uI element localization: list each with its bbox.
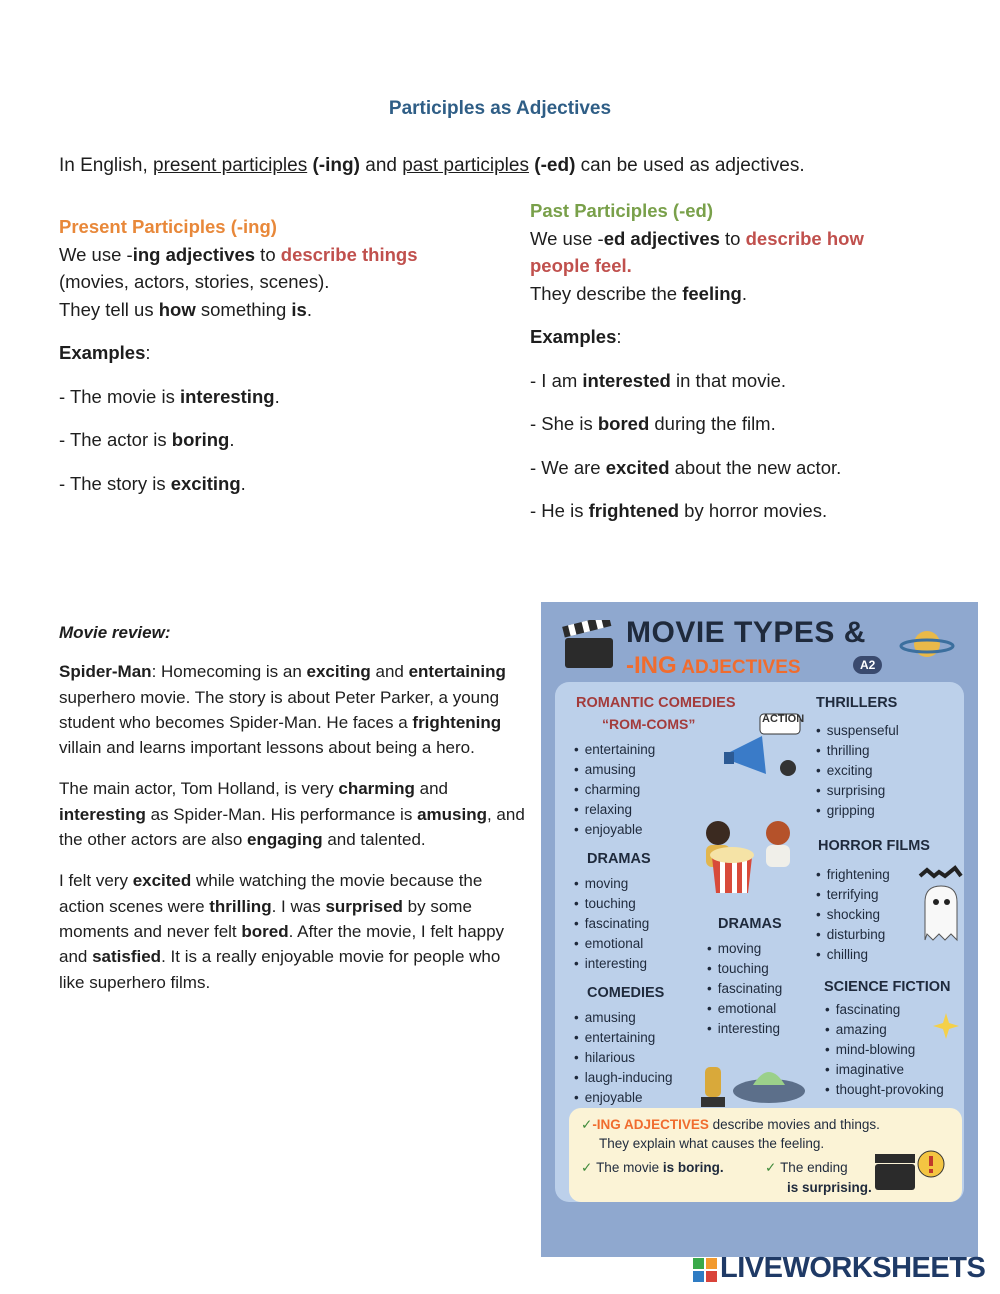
present-rule-examples: (movies, actors, stories, scenes). <box>59 271 330 292</box>
present-participles-section <box>59 213 479 497</box>
list-item: • charming <box>574 780 655 800</box>
tip-example-1: ✓ The movie is boring. <box>581 1160 724 1175</box>
intro-sentence <box>59 155 805 177</box>
romcom-heading: ROMANTIC COMEDIES <box>576 695 736 711</box>
list-item: • suspenseful <box>816 721 899 741</box>
intro-ing-suffix: (-ing) <box>312 155 360 176</box>
present-rule: We use -ing adjectives to describe things <box>59 243 418 265</box>
list-item: • fascinating <box>707 979 782 999</box>
thrillers-list <box>816 721 899 821</box>
tip-line-1: ✓-ING ADJECTIVES describe movies and things. <box>581 1117 880 1132</box>
intro-present-term: present participles <box>153 155 308 176</box>
movie-review <box>59 620 529 1011</box>
list-item: • moving <box>707 939 782 959</box>
present-heading: Present Participles (-ing) <box>59 216 277 237</box>
ghost-icon <box>915 862 965 962</box>
dramas-heading: DRAMAS <box>587 851 651 867</box>
list-item: • fascinating <box>574 914 649 934</box>
intro-ed-suffix: (-ed) <box>534 155 576 176</box>
list-item: • moving <box>574 874 649 894</box>
list-item: • interesting <box>707 1019 782 1039</box>
review-paragraph: Spider-Man: Homecoming is an exciting and entertaining superhero movie. The story is about Peter Parker, a young student who becomes Spider-Man. He faces a frightening villain and learns important lessons about being a hero. <box>59 662 506 758</box>
past-rule-cont: people feel. <box>530 255 632 276</box>
poster-subtitle: -ING ADJECTIVES <box>626 652 801 679</box>
sparkle-icon <box>932 1012 960 1040</box>
intro-past-term: past participles <box>402 155 529 176</box>
list-item: • amazing <box>825 1020 944 1040</box>
list-item: • chilling <box>816 945 890 965</box>
present-examples-label: Examples: <box>59 342 151 363</box>
dramas-list <box>574 874 649 974</box>
trophy-ufo-illustration <box>697 1055 807 1110</box>
clapperboard-icon <box>561 620 617 670</box>
list-item: • gripping <box>816 801 899 821</box>
list-item: • amusing <box>574 760 655 780</box>
clapperboard-alert-icon <box>871 1144 953 1194</box>
present-rule-how: They tell us how something is. <box>59 298 312 320</box>
past-example: - I am interested in that movie. <box>530 369 787 391</box>
past-rule-feeling: They describe the feeling. <box>530 282 747 304</box>
list-item: • touching <box>707 959 782 979</box>
list-item: • thought-provoking <box>825 1080 944 1100</box>
list-item: • relaxing <box>574 800 655 820</box>
list-item: • hilarious <box>574 1048 673 1068</box>
review-paragraph: The main actor, Tom Holland, is very charming and interesting as Spider-Man. His performance is amusing, and the other actors are also engaging and talented. <box>59 779 525 850</box>
present-example: - The story is exciting. <box>59 472 246 494</box>
list-item: • surprising <box>816 781 899 801</box>
level-badge: A2 <box>853 656 882 674</box>
comedies-list <box>574 1008 673 1108</box>
past-participles-section <box>530 197 950 525</box>
tip-line-2: They explain what causes the feeling. <box>599 1136 825 1151</box>
list-item: • mind-blowing <box>825 1040 944 1060</box>
scifi-heading: SCIENCE FICTION <box>824 979 951 995</box>
list-item: • disturbing <box>816 925 890 945</box>
past-example: - He is frightened by horror movies. <box>530 500 828 521</box>
planet-icon <box>899 624 955 664</box>
list-item: • shocking <box>816 905 890 925</box>
liveworksheets-brand: LIVEWORKSHEETS <box>720 1252 986 1284</box>
page-title: Participles as Adjectives <box>388 98 612 119</box>
list-item: • emotional <box>574 934 649 954</box>
intro-text: and <box>359 155 403 176</box>
action-label: ACTION <box>762 713 805 725</box>
present-example: - The actor is boring. <box>59 429 235 450</box>
intro-text: In English, <box>59 155 153 176</box>
review-paragraph: I felt very excited while watching the movie because the action scenes were thrilling. I was surprised by some moments and never felt bored. After the movie, I felt happy and satisfied. It is a really enjoyable movie for people who like superhero films. <box>59 871 505 992</box>
list-item: • enjoyable <box>574 1088 673 1108</box>
past-example: - She is bored during the film. <box>530 413 776 434</box>
dramas-list-2 <box>707 939 782 1039</box>
horror-list <box>816 865 890 965</box>
poster-title: MOVIE TYPES & <box>626 616 866 649</box>
romcom-subheading: “ROM-COMS” <box>602 716 696 732</box>
dramas-heading-2: DRAMAS <box>718 916 782 932</box>
intro-text: can be used as adjectives. <box>575 155 805 176</box>
liveworksheets-logo-icon <box>693 1258 717 1282</box>
thrillers-heading: THRILLERS <box>816 695 898 711</box>
list-item: • emotional <box>707 999 782 1019</box>
past-examples-label: Examples: <box>530 326 622 347</box>
tip-example-2: ✓ The ending <box>765 1160 848 1175</box>
list-item: • touching <box>574 894 649 914</box>
past-example: - We are excited about the new actor. <box>530 456 842 478</box>
list-item: • entertaining <box>574 740 655 760</box>
list-item: • enjoyable <box>574 820 655 840</box>
scifi-list <box>825 1000 944 1100</box>
list-item: • fascinating <box>825 1000 944 1020</box>
list-item: • exciting <box>816 761 899 781</box>
list-item: • interesting <box>574 954 649 974</box>
review-title: Movie review: <box>59 623 171 642</box>
list-item: • amusing <box>574 1008 673 1028</box>
tip-box <box>569 1108 962 1202</box>
list-item: • frightening <box>816 865 890 885</box>
list-item: • terrifying <box>816 885 890 905</box>
tip-example-2-cont: is surprising. <box>787 1180 872 1195</box>
romcom-list <box>574 740 655 840</box>
past-heading: Past Participles (-ed) <box>530 200 714 221</box>
list-item: • imaginative <box>825 1060 944 1080</box>
past-rule: We use -ed adjectives to describe how <box>530 227 864 249</box>
list-item: • entertaining <box>574 1028 673 1048</box>
horror-heading: HORROR FILMS <box>818 838 930 854</box>
list-item: • thrilling <box>816 741 899 761</box>
present-example: - The movie is interesting. <box>59 385 280 407</box>
list-item: • laugh-inducing <box>574 1068 673 1088</box>
popcorn-people-illustration <box>690 815 805 895</box>
comedies-heading: COMEDIES <box>587 985 665 1001</box>
